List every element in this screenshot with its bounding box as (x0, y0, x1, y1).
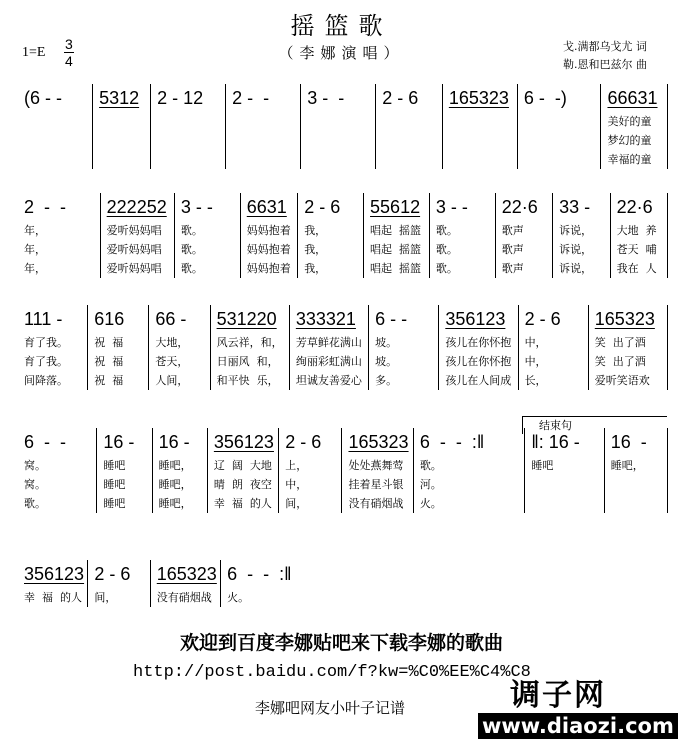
lyric-verse-3 (232, 150, 300, 169)
lyric-verse-1: 美好的童 (607, 115, 652, 128)
notes: 356123 (213, 432, 274, 452)
lyric-verse-1: 歌。 (180, 224, 203, 237)
lyric-verse-1: 歌。 (419, 459, 442, 472)
notes: 165323 (348, 432, 409, 452)
lyric-verse-3: 歌。 (24, 497, 46, 510)
lyric-verse-1: 幸 福 的人 (24, 591, 82, 604)
notes: 2 - 6 (382, 88, 419, 108)
score-line (18, 428, 668, 513)
lyric-verse-2: 晴 朗 夜空 (213, 478, 272, 491)
measure (220, 560, 330, 607)
lyric-verse-3: 没有硝烟战 (348, 497, 404, 510)
notes: 2 - 6 (94, 564, 131, 584)
lyric-verse-1: 上， (285, 459, 308, 472)
lyric-verse-3: 睡吧 (103, 497, 126, 510)
notes: 356123 (24, 564, 85, 584)
lyric-verse-1 (382, 112, 442, 131)
lyric-verse-2: 日丽风 和， (216, 355, 279, 368)
notes: 66 - (155, 309, 187, 329)
lyric-verse-1: 孩儿在你怀抱 (445, 336, 512, 349)
lyric-verse-1: 年， (24, 224, 46, 237)
notes: 2 - 6 (524, 309, 561, 329)
lyric-verse-3: 歌声 (501, 262, 524, 275)
notes: 222252 (106, 197, 167, 217)
notes: 2 - 6 (304, 197, 341, 217)
measure (518, 305, 588, 390)
measure (442, 84, 517, 169)
lyric-verse-3: 人间， (155, 374, 189, 387)
time-signature (64, 36, 74, 69)
lyric-verse-1: 辽 阔 大地 (213, 459, 272, 472)
lyric-verse-2 (449, 131, 517, 150)
song-title: 摇篮歌 (290, 12, 393, 40)
lyric-verse-1: 爱听妈妈唱 (106, 224, 162, 237)
notes: 3 - - (435, 197, 468, 217)
notes: 333321 (295, 309, 356, 329)
lyric-verse-1: 唱起 摇篮 (370, 224, 422, 237)
measure (18, 305, 87, 390)
measure (341, 428, 412, 513)
measure (174, 193, 240, 278)
lyric-verse-2: 年， (24, 243, 46, 256)
notes: (6 - - (24, 88, 62, 108)
lyric-verse-3: 间， (285, 497, 308, 510)
lyric-verse-2: 中， (524, 355, 547, 368)
lyric-verse-2: 苍天， (155, 355, 189, 368)
lyric-verse-2 (232, 131, 300, 150)
lyric-verse-1: 处处燕舞莺 (348, 459, 404, 472)
lyric-verse-2: 睡吧， (158, 478, 192, 491)
lyric-verse-3 (157, 150, 225, 169)
notes: 165323 (448, 88, 509, 108)
lyric-verse-3: 爱听妈妈唱 (106, 262, 162, 275)
score-line (18, 560, 330, 607)
lyric-verse-1: 笑 出了酒 (594, 336, 646, 349)
measure (517, 84, 601, 169)
lyric-verse-2: 梦幻的童 (607, 134, 652, 147)
notes: 111 - (24, 309, 63, 329)
notes: 16 - (610, 432, 647, 452)
notes: 6631 (246, 197, 287, 217)
measure (150, 560, 220, 607)
lyric-verse-3: 睡吧， (158, 497, 192, 510)
lyric-verse-1: 大地 养 (616, 224, 657, 237)
lyric-verse-1 (232, 112, 300, 131)
lyric-verse-3 (524, 150, 601, 169)
notes: 6 - -) (523, 88, 567, 108)
key-signature: 1=E (22, 45, 46, 60)
lyric-verse-2: 坡。 (375, 355, 398, 368)
lyric-verse-3 (382, 150, 442, 169)
lyric-verse-2 (531, 475, 603, 494)
lyric-verse-3 (449, 150, 517, 169)
measure (438, 305, 517, 390)
measure (588, 305, 668, 390)
lyric-verse-2: 歌。 (435, 243, 458, 256)
time-signature-bottom: 4 (65, 53, 73, 69)
lyric-verse-1: 睡吧 (531, 459, 554, 472)
lyric-verse-2: 我， (304, 243, 327, 256)
lyric-verse-3: 歌。 (180, 262, 203, 275)
lyric-verse-1: 没有硝烟战 (156, 591, 212, 604)
notes: 2 - - (24, 197, 67, 217)
lyric-verse-3: 妈妈抱着 (246, 262, 291, 275)
lyric-verse-1: 火。 (227, 591, 250, 604)
measure (152, 428, 207, 513)
measure (87, 305, 148, 390)
measure (278, 428, 341, 513)
lyric-verse-3: 幸福的童 (607, 153, 652, 166)
lyric-verse-2: 绚丽彩虹满山 (295, 355, 362, 368)
lyric-verse-2 (99, 131, 150, 150)
notes: 2 - 6 (285, 432, 322, 452)
notes: 16 - (103, 432, 135, 452)
lyric-verse-1 (307, 112, 375, 131)
lyric-verse-3: 祝 福 (94, 374, 124, 387)
score-line (18, 305, 668, 390)
lyric-verse-2: 河。 (419, 478, 442, 491)
lyric-verse-1: 窝。 (24, 459, 46, 472)
watermark-logo: 调子网 (510, 678, 606, 713)
lyric-verse-3: 我， (304, 262, 327, 275)
lyric-verse-2: 祝 福 (94, 355, 124, 368)
measure (368, 305, 438, 390)
measure (604, 428, 668, 513)
lyric-verse-3: 年， (24, 262, 46, 275)
notes: 165323 (156, 564, 217, 584)
measure (297, 193, 363, 278)
score-line (18, 84, 668, 169)
lyric-verse-2 (382, 131, 442, 150)
notes: 6 - - (375, 309, 408, 329)
measure (375, 84, 442, 169)
lyric-verse-2: 孩儿在你怀抱 (445, 355, 512, 368)
notes: 356123 (445, 309, 506, 329)
lyric-verse-1 (449, 112, 517, 131)
lyric-verse-1: 妈妈抱着 (246, 224, 291, 237)
lyric-verse-3: 唱起 摇篮 (370, 262, 422, 275)
notes: 3 - - (307, 88, 345, 108)
notes: 22·6 (616, 197, 653, 217)
lyric-verse-1: 歌声 (501, 224, 524, 237)
measure (413, 428, 525, 513)
measure (210, 305, 289, 390)
lyric-verse-3: 孩儿在人间成 (445, 374, 512, 387)
watermark-site: www.diaozi.com (478, 713, 678, 739)
lyric-verse-3: 幸 福 的人 (213, 497, 272, 510)
lyric-verse-1: 坡。 (375, 336, 398, 349)
lyric-verse-2: 中， (285, 478, 308, 491)
measure (18, 84, 92, 169)
lyricist: 戈.满都乌戈尤 词 (563, 40, 647, 53)
credits (563, 38, 647, 74)
composer: 勒.恩和巴兹尔 曲 (563, 58, 647, 71)
notes: 165323 (594, 309, 655, 329)
notes: 6 - - (24, 432, 67, 452)
lyric-verse-2: 育了我。 (24, 355, 68, 368)
measure (552, 193, 609, 278)
lyric-verse-2: 苍天 哺 (616, 243, 657, 256)
notes: 6 - - :‖ (419, 432, 485, 452)
measure (150, 84, 225, 169)
measure (240, 193, 297, 278)
notes: 3 - - (180, 197, 213, 217)
measure (524, 428, 603, 513)
notes: 16 - (158, 432, 190, 452)
measure (18, 193, 100, 278)
url-text: http://post.baidu.com/f?kw=%C0%EE%C4%C8 (133, 663, 531, 682)
lyric-verse-2 (611, 475, 667, 494)
lyric-verse-3: 和平快 乐， (216, 374, 279, 387)
lyric-verse-3: 长， (524, 374, 547, 387)
lyric-verse-3: 坦诚友善爱心 (295, 374, 362, 387)
measure (18, 560, 87, 607)
transcriber-text: 李娜吧网友小叶子记谱 (255, 699, 406, 717)
lyric-verse-2: 笑 出了酒 (594, 355, 646, 368)
lyric-verse-2 (307, 131, 375, 150)
lyric-verse-3 (531, 494, 603, 513)
lyric-verse-1: 芳草鲜花满山 (295, 336, 362, 349)
lyric-verse-2: 妈妈抱着 (246, 243, 291, 256)
lyric-verse-3: 诉说， (559, 262, 593, 275)
lyric-verse-3 (307, 150, 375, 169)
lyric-verse-3: 间降落。 (24, 374, 68, 387)
notes: 22·6 (501, 197, 538, 217)
lyric-verse-1: 睡吧， (610, 459, 644, 472)
lyric-verse-1 (24, 112, 92, 131)
measure (207, 428, 278, 513)
lyric-verse-1: 风云祥，和， (216, 336, 283, 349)
measure (429, 193, 495, 278)
lyric-verse-1: 睡吧， (158, 459, 192, 472)
measure (92, 84, 150, 169)
notes: 55612 (370, 197, 421, 217)
notes: 2 - 12 (157, 88, 204, 108)
measure (495, 193, 552, 278)
lyric-verse-2: 歌。 (180, 243, 203, 256)
measure (18, 428, 96, 513)
measure (610, 193, 668, 278)
time-signature-top: 3 (65, 36, 73, 52)
lyric-verse-2 (157, 131, 225, 150)
lyric-verse-1: 歌。 (435, 224, 458, 237)
measure (363, 193, 429, 278)
lyric-verse-2 (524, 131, 601, 150)
measure (87, 560, 149, 607)
lyric-verse-1: 我， (304, 224, 327, 237)
lyric-verse-1: 间， (94, 591, 117, 604)
song-subtitle: （李娜演唱） (278, 44, 405, 62)
notes: 2 - - (232, 88, 270, 108)
lyric-verse-1 (99, 112, 150, 131)
lyric-verse-1: 育了我。 (24, 336, 68, 349)
measure (96, 428, 151, 513)
lyric-verse-2: 唱起 摇篮 (370, 243, 422, 256)
lyric-verse-3: 歌。 (435, 262, 458, 275)
lyric-verse-2: 睡吧 (103, 478, 126, 491)
measure (600, 84, 668, 169)
welcome-text: 欢迎到百度李娜贴吧来下载李娜的歌曲 (179, 632, 503, 654)
measure (300, 84, 375, 169)
notes: ‖: 16 - (531, 432, 580, 452)
notes: 616 (94, 309, 125, 329)
notes: 5312 (99, 88, 140, 108)
notes: 6 - - :‖ (227, 564, 292, 584)
lyric-verse-3 (99, 150, 150, 169)
lyric-verse-1 (524, 112, 601, 131)
score-line (18, 193, 668, 278)
lyric-verse-2 (24, 131, 92, 150)
lyric-verse-3: 我在 人 (616, 262, 657, 275)
lyric-verse-2: 爱听妈妈唱 (106, 243, 162, 256)
lyric-verse-1: 祝 福 (94, 336, 124, 349)
notes: 531220 (216, 309, 277, 329)
notes: 66631 (607, 88, 658, 108)
lyric-verse-2: 窝。 (24, 478, 46, 491)
lyric-verse-3: 爱听笑语欢 (594, 374, 650, 387)
measure (100, 193, 174, 278)
lyric-verse-3 (611, 494, 667, 513)
lyric-verse-2: 诉说， (559, 243, 593, 256)
lyric-verse-1: 诉说， (559, 224, 593, 237)
measure (148, 305, 209, 390)
lyric-verse-2: 挂着星斗银 (348, 478, 404, 491)
lyric-verse-1: 中， (524, 336, 547, 349)
lyric-verse-3: 多。 (375, 374, 398, 387)
lyric-verse-3: 火。 (419, 497, 442, 510)
lyric-verse-1: 大地， (155, 336, 189, 349)
ending-bracket: 结束句 (522, 416, 667, 434)
measure (225, 84, 300, 169)
lyric-verse-1 (157, 112, 225, 131)
measure (289, 305, 368, 390)
lyric-verse-1: 睡吧 (103, 459, 126, 472)
lyric-verse-3 (24, 150, 92, 169)
lyric-verse-2: 歌声 (501, 243, 524, 256)
notes: 33 - (559, 197, 591, 217)
